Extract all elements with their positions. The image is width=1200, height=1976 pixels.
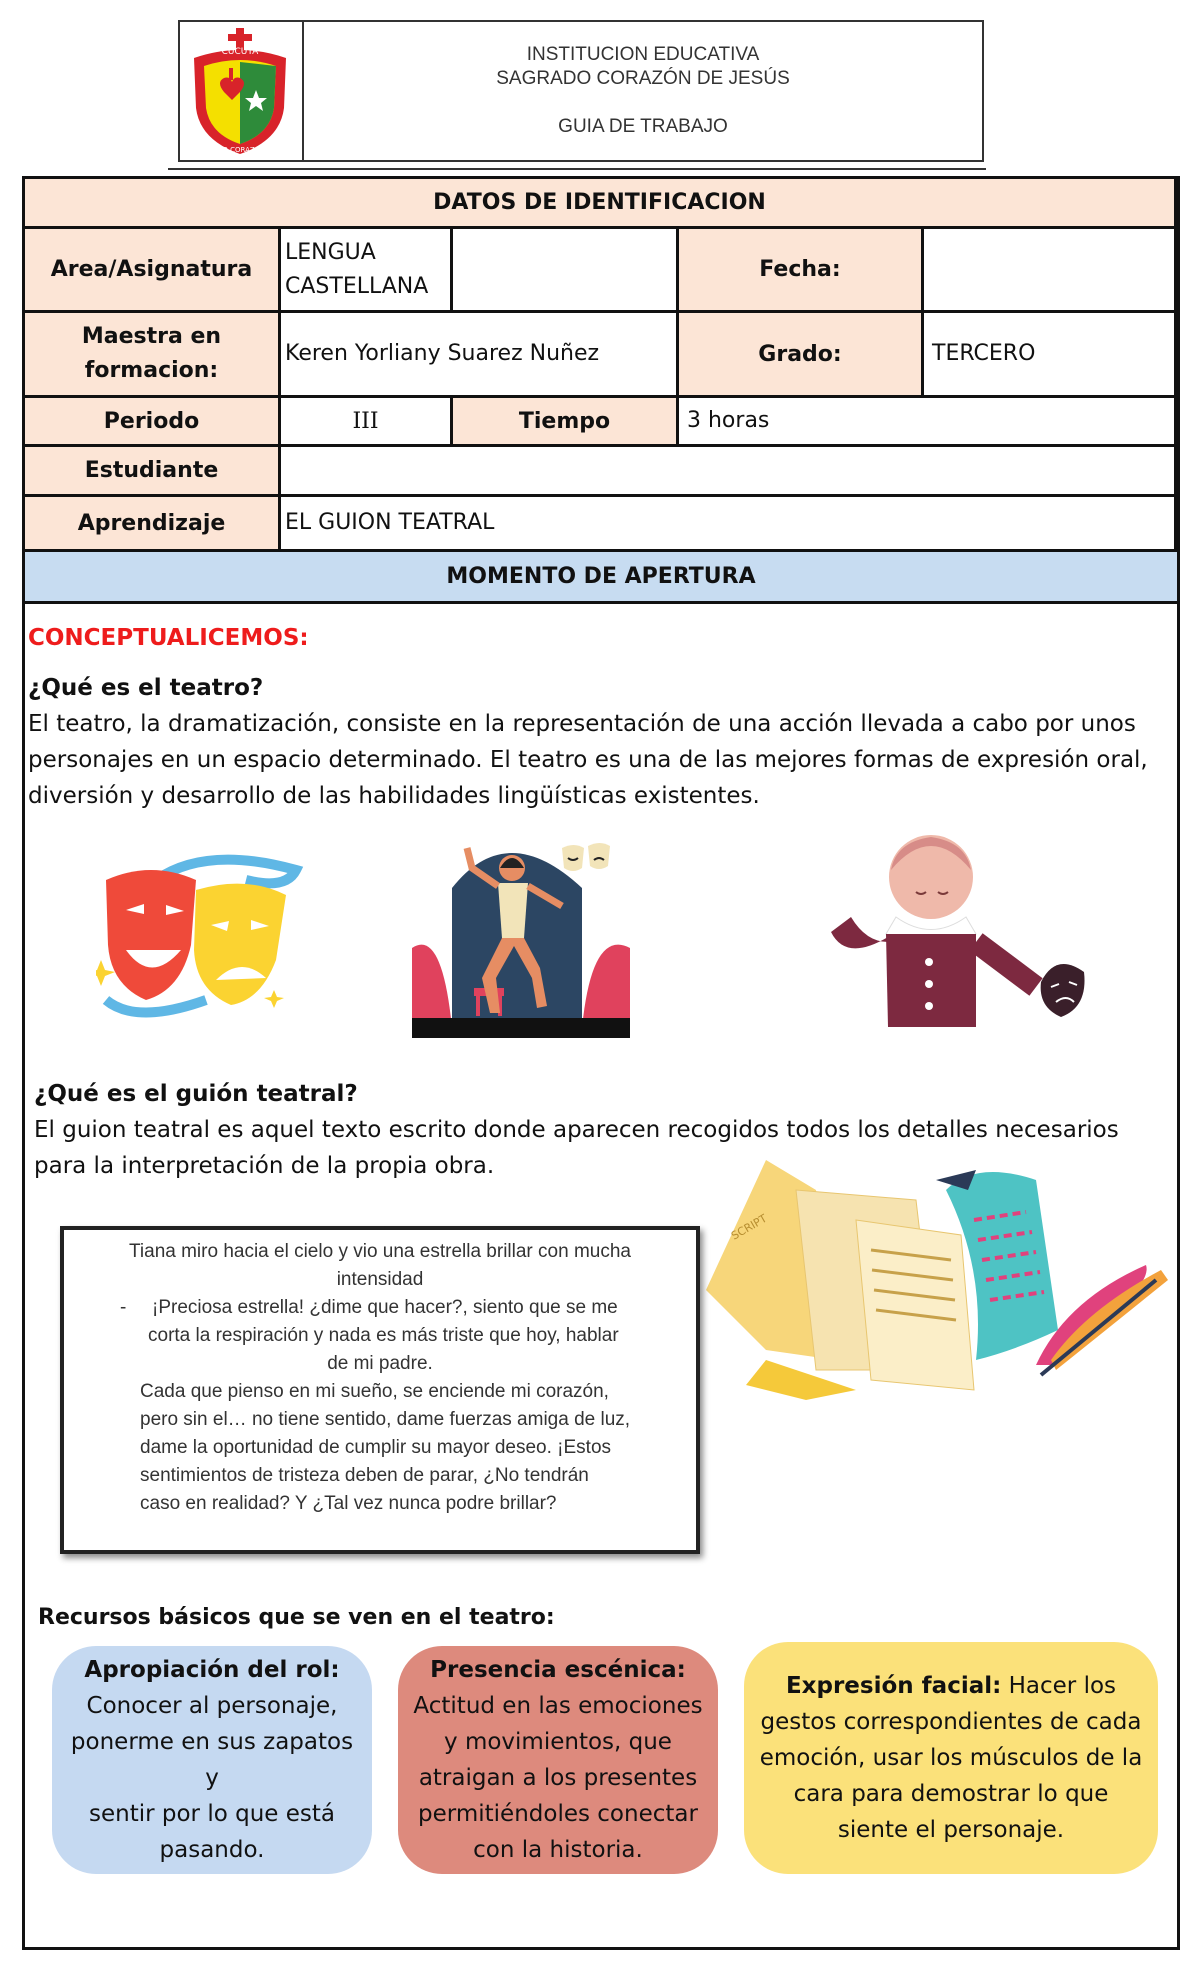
script-line-1: Tiana miro hacia el cielo y vio una estrella brillar con mucha — [129, 1241, 631, 1262]
actress-on-stage-illustration — [412, 828, 630, 1038]
script-line-2: intensidad — [336, 1269, 424, 1290]
card1-line-4: pasando. — [159, 1837, 265, 1863]
estudiante-value — [281, 447, 1177, 497]
script-label: SCRIPT — [729, 1211, 770, 1243]
card2-line-1: Actitud en las emociones — [413, 1693, 703, 1719]
card1-line-1: Conocer al personaje, — [86, 1693, 338, 1719]
card1-line-3: sentir por lo que está — [89, 1801, 335, 1827]
card2-line-2: y movimientos, que — [444, 1729, 672, 1755]
script-line-5: de mi padre. — [327, 1353, 433, 1374]
script-and-quill-illustration — [706, 1160, 1176, 1400]
school-crest-logo — [180, 22, 304, 160]
logo-top-text: CUCUTA — [221, 47, 259, 57]
card3-line-5: siente el personaje. — [837, 1817, 1065, 1843]
area-label: Area/Asignatura — [25, 229, 281, 313]
teatro-line-1: El teatro, la dramatización, consiste en la representación de una acción llevada a cabo por unos — [28, 711, 1136, 737]
card2-title: Presencia escénica: — [430, 1657, 686, 1683]
card-expresion-facial — [744, 1642, 1158, 1874]
area-value-line2: CASTELLANA — [285, 273, 429, 299]
script-line-9: sentimientos de tristeza deben de parar, ¿No tendrán — [140, 1465, 589, 1486]
recursos-heading: Recursos básicos que se ven en el teatro: — [38, 1605, 555, 1630]
card1-title: Apropiación del rol: — [84, 1657, 340, 1683]
maestra-value: Keren Yorliany Suarez Nuñez — [281, 313, 679, 398]
institution-subname: SAGRADO CORAZÓN DE JESÚS — [496, 68, 790, 89]
document-type: GUIA DE TRABAJO — [558, 116, 728, 137]
aprendizaje-label: Aprendizaje — [25, 497, 281, 552]
script-line-8: dame la oportunidad de cumplir su mayor deseo. ¡Estos — [140, 1437, 612, 1458]
apertura-title: MOMENTO DE APERTURA — [25, 552, 1177, 604]
periodo-value: III — [281, 398, 453, 447]
area-value — [281, 229, 453, 313]
area-value-line1: LENGUA — [285, 239, 376, 265]
grado-value: TERCERO — [924, 313, 1177, 398]
sad-actor-illustration — [826, 822, 1146, 1034]
card3-title: Expresión facial: — [785, 1673, 1002, 1699]
maestra-label-line1: Maestra en — [81, 324, 222, 349]
card3-line-3: emoción, usar los músculos de la — [759, 1745, 1143, 1771]
aprendizaje-value: EL GUION TEATRAL — [281, 497, 1177, 552]
card3-line-4: cara para demostrar lo que — [793, 1781, 1109, 1807]
card3-line-2: gestos correspondientes de cada — [760, 1709, 1142, 1735]
card2-line-4: permitiéndoles conectar — [418, 1801, 698, 1827]
conceptualicemos-heading: CONCEPTUALICEMOS: — [28, 625, 309, 651]
periodo-label: Periodo — [25, 398, 281, 447]
card-presencia-escenica — [398, 1646, 718, 1874]
teatro-line-2: personajes en un espacio determinado. El teatro es una de las mejores formas de expresión oral, — [28, 747, 1148, 773]
fecha-label: Fecha: — [679, 229, 924, 313]
maestra-label-line2: formacion: — [84, 358, 219, 383]
card3-line-1 — [786, 1668, 1116, 1704]
id-table-title: DATOS DE IDENTIFICACION — [25, 179, 1177, 229]
tiempo-label: Tiempo — [453, 398, 679, 447]
script-line-3: ¡Preciosa estrella! ¿dime que hacer?, siento que se me — [152, 1297, 618, 1318]
script-example-box — [60, 1226, 700, 1554]
card-apropiacion-rol — [52, 1646, 372, 1874]
card3-line-1-rest: Hacer los — [1001, 1673, 1117, 1699]
card2-line-5: con la historia. — [473, 1837, 643, 1863]
institution-name: INSTITUCION EDUCATIVA — [526, 44, 760, 65]
guion-line-2: para la interpretación de la propia obra. — [34, 1153, 495, 1179]
header-rule — [168, 168, 986, 170]
card2-line-3: atraigan a los presentes — [418, 1765, 698, 1791]
header-text — [304, 22, 982, 160]
header-box — [178, 20, 984, 162]
script-line-4: corta la respiración y nada es más triste que hoy, hablar — [148, 1325, 619, 1346]
area-extra-cell — [453, 229, 679, 313]
card1-line-2: ponerme en sus zapatos y — [70, 1729, 354, 1791]
logo-ring-text: I.E. SAGRADO CORAZON DE JESUS — [180, 146, 301, 154]
question-teatro: ¿Qué es el teatro? — [28, 675, 264, 701]
maestra-label — [25, 313, 281, 398]
theater-masks-illustration — [96, 850, 306, 1020]
fecha-value — [924, 229, 1177, 313]
grado-label: Grado: — [679, 313, 924, 398]
guion-line-1: El guion teatral es aquel texto escrito donde aparecen recogidos todos los detalles necesarios — [34, 1117, 1119, 1143]
script-line-7: pero sin el… no tiene sentido, dame fuerzas amiga de luz, — [140, 1409, 631, 1430]
question-guion: ¿Qué es el guión teatral? — [34, 1081, 358, 1107]
script-line-6: Cada que pienso en mi sueño, se enciende mi corazón, — [140, 1381, 609, 1402]
tiempo-value: 3 horas — [679, 398, 1177, 447]
script-dash: - — [120, 1297, 127, 1318]
estudiante-label: Estudiante — [25, 447, 281, 497]
script-line-10: caso en realidad? Y ¿Tal vez nunca podre brillar? — [140, 1493, 557, 1514]
teatro-line-3: diversión y desarrollo de las habilidades lingüísticas existentes. — [28, 783, 760, 809]
